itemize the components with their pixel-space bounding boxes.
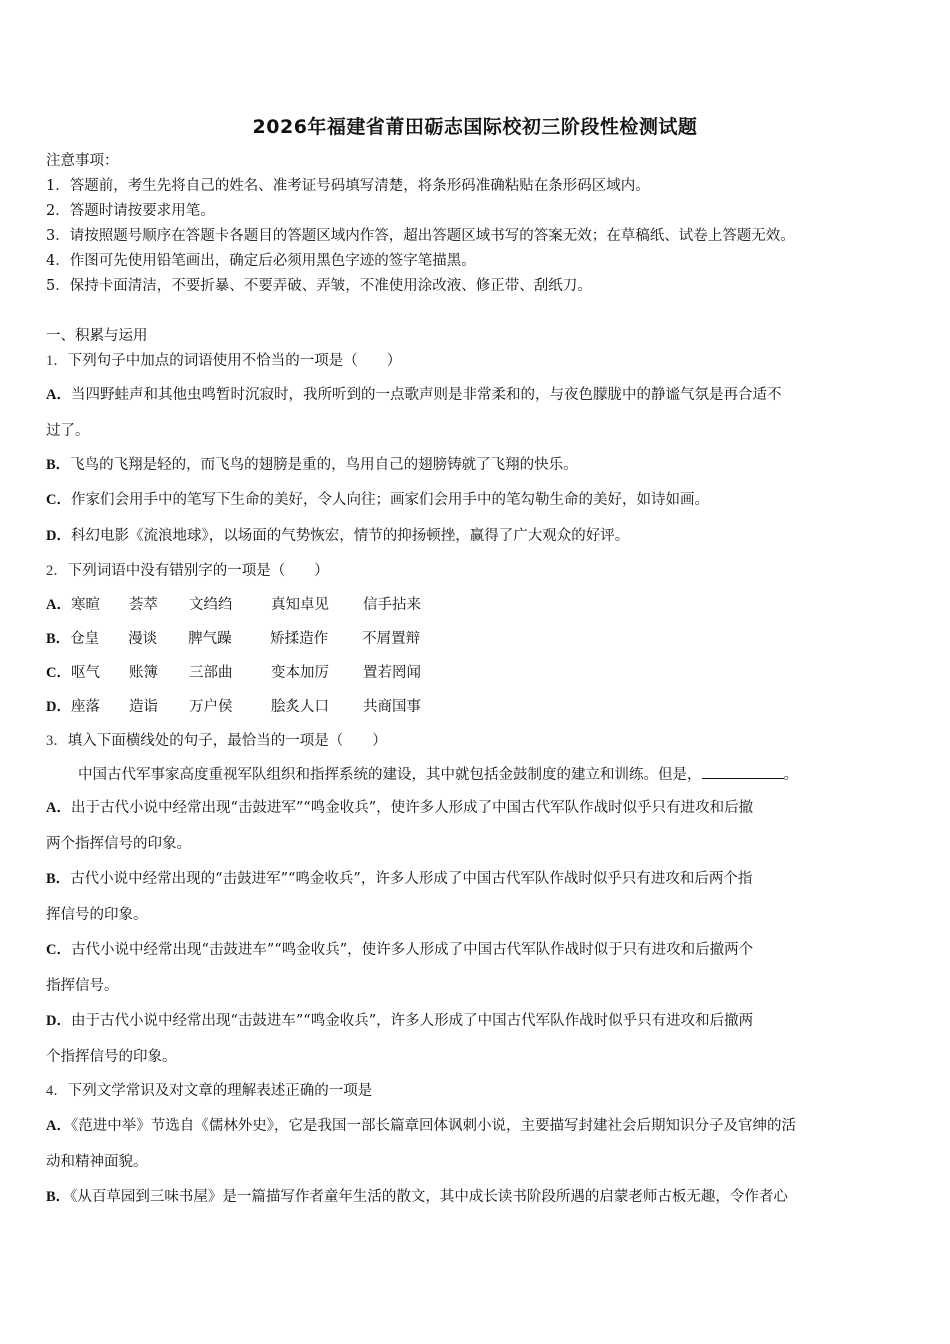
- q3-option-b-cont: 挥信号的印象。: [46, 907, 148, 923]
- word: 真知卓见: [270, 597, 329, 613]
- option-label: C．: [46, 492, 71, 508]
- word: 寒暄: [70, 597, 100, 613]
- question-4: [46, 1081, 372, 1101]
- word: 荟萃: [128, 597, 158, 613]
- answer-blank: [702, 764, 784, 779]
- option-label: B．: [46, 871, 71, 887]
- q3-option-c-cont: 指挥信号。: [46, 978, 119, 994]
- option-label: D．: [46, 1013, 71, 1029]
- q3-passage: [78, 764, 798, 785]
- word: 三部曲: [188, 665, 233, 681]
- q3-option-a-cont: 两个指挥信号的印象。: [46, 836, 191, 852]
- notice-item-5: 5．保持卡面清洁，不要折暴、不要弄破、弄皱，不准使用涂改液、修正带、刮纸刀。: [46, 278, 592, 294]
- option-text: 出于古代小说中经常出现“击鼓进军”“鸣金收兵”，使许多人形成了中国古代军队作战时似乎只有进攻和后撤: [70, 800, 754, 816]
- word: 不屑置辩: [362, 631, 421, 647]
- q1-option-a-cont: 过了。: [46, 423, 90, 439]
- word: 账簿: [128, 665, 158, 681]
- question-1: [46, 351, 401, 371]
- q4-option-a: [46, 1116, 796, 1136]
- question-stem: 下列词语中没有错别字的一项是（ ）: [67, 563, 329, 579]
- word: 信手拈来: [362, 597, 421, 613]
- question-number: 1．: [46, 353, 68, 369]
- option-text: 作家们会用手中的笔写下生命的美好，令人向往；画家们会用手中的笔勾勒生命的美好，如诗如画。: [70, 492, 709, 508]
- q1-option-d: [46, 526, 629, 546]
- option-text: 飞鸟的飞翔是轻的，而飞鸟的翅膀是重的，鸟用自己的翅膀铸就了飞翔的快乐。: [70, 457, 578, 473]
- option-text: 当四野蛙声和其他虫鸣暂时沉寂时，我所听到的一点歌声则是非常柔和的，与夜色朦胧中的静谧气氛是再合适不: [70, 387, 782, 403]
- option-text: 《从百草园到三味书屋》是一篇描写作者童年生活的散文，其中成长读书阶段所遇的启蒙老师古板无趣，令作者心: [70, 1189, 788, 1205]
- q4-option-b: [46, 1187, 788, 1207]
- word: 座落: [70, 699, 100, 715]
- question-3: [46, 731, 387, 751]
- notice-item-4: 4．作图可先使用铅笔画出，确定后必须用黑色字迹的签字笔描黑。: [46, 253, 476, 269]
- word: 脍炙人口: [270, 699, 329, 715]
- q2-option-b: [46, 629, 420, 649]
- question-number: 3．: [46, 733, 68, 749]
- notice-heading: 注意事项：: [46, 153, 119, 169]
- q3-option-d: [46, 1011, 753, 1031]
- word: 呕气: [70, 665, 100, 681]
- q3-option-a: [46, 798, 753, 818]
- notice-item-1: 1．答题前，考生先将自己的姓名、准考证号码填写清楚，将条形码准确粘贴在条形码区域内。: [46, 178, 650, 194]
- option-label: B．: [46, 631, 71, 647]
- page-title: 2026年福建省莆田砺志国际校初三阶段性检测试题: [252, 116, 698, 138]
- q1-option-b: [46, 455, 578, 475]
- q3-option-d-cont: 个指挥信号的印象。: [46, 1049, 177, 1065]
- option-label: A．: [46, 800, 71, 816]
- option-label: A．: [46, 597, 71, 613]
- option-label: C．: [46, 942, 71, 958]
- option-label: C．: [46, 665, 71, 681]
- passage-text: 中国古代军事家高度重视军队组织和指挥系统的建设，其中就包括金鼓制度的建立和训练。但是，: [78, 767, 702, 783]
- notice-item-2: 2．答题时请按要求用笔。: [46, 203, 215, 219]
- question-2: [46, 561, 329, 581]
- section-heading: 一、积累与运用: [46, 328, 148, 344]
- option-label: A．: [46, 387, 71, 403]
- question-number: 2．: [46, 563, 68, 579]
- q2-option-d: [46, 697, 421, 717]
- option-text: 由于古代小说中经常出现“击鼓进车”“鸣金收兵”，许多人形成了中国古代军队作战时似乎只有进攻和后撤两: [70, 1013, 754, 1029]
- word: 仓皇: [70, 631, 100, 647]
- word: 脾气躁: [188, 631, 232, 647]
- option-text: 科幻电影《流浪地球》，以场面的气势恢宏，情节的抑扬顿挫，赢得了广大观众的好评。: [70, 528, 630, 544]
- q3-option-c: [46, 940, 753, 960]
- option-text: 《范进中举》节选自《儒林外史》，它是我国一部长篇章回体讽刺小说，主要描写封建社会后期知识分子及官绅的活: [70, 1118, 796, 1134]
- option-text: 古代小说中经常出现的“击鼓进军”“鸣金收兵”，许多人形成了中国古代军队作战时似乎只有进攻和后两个指: [70, 871, 753, 887]
- q2-option-c: [46, 663, 421, 683]
- notice-item-3: 3．请按照题号顺序在答题卡各题目的答题区域内作答，超出答题区域书写的答案无效；在草稿纸、试卷上答题无效。: [46, 228, 795, 244]
- option-text: 古代小说中经常出现“击鼓进车”“鸣金收兵”，使许多人形成了中国古代军队作战时似于只有进攻和后撤两个: [70, 942, 754, 958]
- question-number: 4．: [46, 1083, 68, 1099]
- word: 造诣: [128, 699, 158, 715]
- passage-end: 。: [783, 767, 798, 783]
- word: 置若罔闻: [362, 665, 421, 681]
- option-label: B．: [46, 457, 71, 473]
- question-stem: 下列文学常识及对文章的理解表述正确的一项是: [67, 1083, 373, 1099]
- word: 共商国事: [362, 699, 421, 715]
- q1-option-a: [46, 385, 781, 405]
- option-label: D．: [46, 699, 71, 715]
- word: 万户侯: [188, 699, 233, 715]
- word: 漫谈: [128, 631, 158, 647]
- q2-option-a: [46, 595, 421, 615]
- q4-option-a-cont: 动和精神面貌。: [46, 1154, 148, 1170]
- question-stem: 下列句子中加点的词语使用不恰当的一项是（ ）: [67, 353, 402, 369]
- option-label: B．: [46, 1189, 71, 1205]
- option-label: A．: [46, 1118, 71, 1134]
- word: 变本加厉: [270, 665, 329, 681]
- option-label: D．: [46, 528, 71, 544]
- question-stem: 填入下面横线处的句子，最恰当的一项是（ ）: [67, 733, 387, 749]
- q3-option-b: [46, 869, 752, 889]
- word: 矫揉造作: [270, 631, 329, 647]
- word: 文绉绉: [188, 597, 233, 613]
- q1-option-c: [46, 490, 709, 510]
